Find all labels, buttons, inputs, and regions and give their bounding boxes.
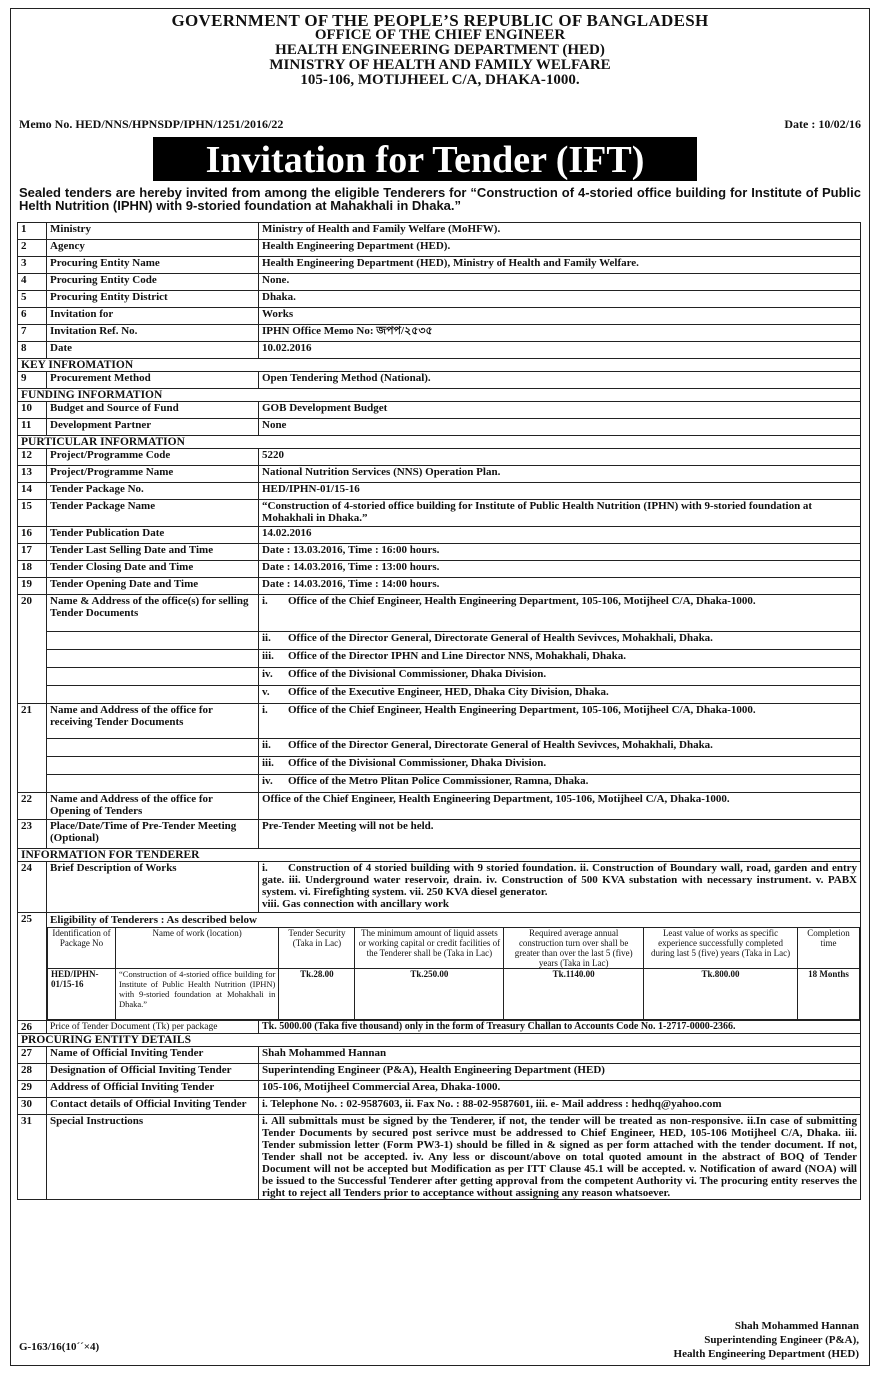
list-item-text: Office of the Divisional Commissioner, Dhaka Division.: [288, 668, 547, 680]
row-value: 5220: [259, 449, 861, 466]
table-row: [18, 632, 861, 650]
row-number: 25: [18, 913, 47, 1021]
section-heading-text: INFORMATION FOR TENDERER: [18, 849, 861, 862]
list-item-text: Office of the Metro Plitan Police Commissioner, Ramna, Dhaka.: [288, 775, 589, 787]
table-row: [18, 595, 861, 632]
row-label: Name of Official Inviting Tender: [47, 1047, 259, 1064]
list-item-text: Office of the Director General, Directorate General of Health Sevivces, Mohakhali, Dhaka.: [288, 739, 713, 751]
list-item-index: i.: [262, 862, 268, 874]
table-row: [18, 1047, 861, 1064]
row-label: Tender Publication Date: [47, 527, 259, 544]
section-heading: [18, 436, 861, 449]
row-number: 12: [18, 449, 47, 466]
list-item-index: v.: [262, 686, 270, 698]
eligibility-header-row: [48, 928, 860, 969]
row-label: Invitation Ref. No.: [47, 325, 259, 342]
row-label: Price of Tender Document (Tk) per package: [47, 1021, 259, 1034]
eligibility-header: Least value of works as specific experience successfully completed during last 5 (five) years (Taka in Lac): [644, 928, 798, 969]
eligibility-header: Identification of Package No: [48, 928, 116, 969]
table-row: [18, 1064, 861, 1081]
eligibility-cell-value: Tk.1140.00: [504, 969, 644, 1020]
table-row: [18, 291, 861, 308]
works-list-last: [262, 898, 857, 910]
row-number: 14: [18, 483, 47, 500]
list-item-index: ii.: [262, 739, 271, 751]
intro-paragraph: Sealed tenders are hereby invited from among the eligible Tenderers for “Construction of 4-storied office building for Institute of Public Helth Nutrition (IPHN) with 9-storied foundation at Mahakhali in Dhaka.”: [19, 185, 861, 213]
table-row: [18, 820, 861, 849]
eligibility-table: [47, 927, 860, 1020]
table-row: [18, 1098, 861, 1115]
row-number: 27: [18, 1047, 47, 1064]
table-row: [18, 419, 861, 436]
table-row: [18, 775, 861, 793]
row-value: None: [259, 419, 861, 436]
section-heading: [18, 389, 861, 402]
row-number: 9: [18, 372, 47, 389]
row-label: Tender Opening Date and Time: [47, 578, 259, 595]
list-item: [259, 668, 861, 686]
row-number: 16: [18, 527, 47, 544]
row-value: Date : 14.03.2016, Time : 14:00 hours.: [259, 578, 861, 595]
row-label: Project/Programme Name: [47, 466, 259, 483]
header-line-2: OFFICE OF THE CHIEF ENGINEER: [314, 27, 566, 43]
row-number: 29: [18, 1081, 47, 1098]
table-row: [18, 402, 861, 419]
row-label: Agency: [47, 240, 259, 257]
row-value: None.: [259, 274, 861, 291]
eligibility-cell-value: HED/IPHN-01/15-16: [48, 969, 116, 1020]
section-heading: [18, 1034, 861, 1047]
row-number: 13: [18, 466, 47, 483]
table-row: [18, 483, 861, 500]
row-number: 10: [18, 402, 47, 419]
memo-date: Date : 10/02/16: [784, 117, 861, 131]
row-label: Place/Date/Time of Pre-Tender Meeting (Optional): [47, 820, 259, 849]
table-row: [18, 466, 861, 483]
row-label-empty: [47, 775, 259, 793]
section-heading-text: KEY INFROMATION: [18, 359, 861, 372]
row-value: Date : 13.03.2016, Time : 16:00 hours.: [259, 544, 861, 561]
table-row: [18, 757, 861, 775]
row-label-empty: [47, 757, 259, 775]
eligibility-cell-value: Tk.800.00: [644, 969, 798, 1020]
row-label: Brief Description of Works: [47, 862, 259, 913]
eligibility-cell: [47, 913, 861, 1021]
header-line-5: 105-106, MOTIJHEEL C/A, DHAKA-1000.: [300, 72, 580, 88]
row-value: [259, 862, 861, 913]
works-list: [262, 862, 857, 898]
row-label-empty: [47, 686, 259, 704]
row-value: 10.02.2016: [259, 342, 861, 359]
row-label: Procuring Entity Name: [47, 257, 259, 274]
row-value: Shah Mohammed Hannan: [259, 1047, 861, 1064]
table-row: [18, 578, 861, 595]
row-label: Tender Closing Date and Time: [47, 561, 259, 578]
header-block: [11, 13, 869, 88]
list-item-index: iv.: [262, 775, 273, 787]
table-row: [18, 223, 861, 240]
eligibility-header: Tender Security (Taka in Lac): [279, 928, 355, 969]
row-value: Tk. 5000.00 (Taka five thousand) only in the form of Treasury Challan to Accounts Code No. 1-2717-0000-2366.: [259, 1021, 861, 1034]
table-row: [18, 257, 861, 274]
eligibility-cell-value: Tk.250.00: [355, 969, 504, 1020]
table-row: [18, 449, 861, 466]
row-label: Date: [47, 342, 259, 359]
list-item-text: Office of the Director IPHN and Line Director NNS, Mohakhali, Dhaka.: [288, 650, 627, 662]
row-number: 30: [18, 1098, 47, 1115]
row-number: 11: [18, 419, 47, 436]
row-number: 24: [18, 862, 47, 913]
list-item-text: Office of the Executive Engineer, HED, Dhaka City Division, Dhaka.: [288, 686, 609, 698]
row-label: Ministry: [47, 223, 259, 240]
memo-line: [19, 117, 861, 132]
row-number: 19: [18, 578, 47, 595]
list-item-text: Construction of 4 storied building with 9 storied foundation. ii. Construction of Boundary wall, road, garden and entry gate. iii. Underground water reservoir, drain. iv. Construction of 500 KVA substation with necessary instrument. v. PABX system. vi. Firefighting system. vii. 250 KVA diesel generator.: [262, 862, 857, 898]
list-item: [259, 757, 861, 775]
row-value: Works: [259, 308, 861, 325]
row-number: 18: [18, 561, 47, 578]
eligibility-cell-value: “Construction of 4-storied office building for Institute of Public Health Nutrition (IPHN) with 9-storied foundation at Mohakhali in Dhaka.”: [116, 969, 279, 1020]
row-value: “Construction of 4-storied office building for Institute of Public Health Nutrition (IPHN) with 9-storied foundation at Mohakhali in Dhaka.”: [259, 500, 861, 527]
row-number: 20: [18, 595, 47, 704]
signatory-department: Health Engineering Department (HED): [673, 1348, 859, 1360]
table-row: [18, 1115, 861, 1200]
list-item-text: Office of the Director General, Directorate General of Health Sevivces, Mohakhali, Dhaka.: [288, 632, 713, 644]
row-value: Dhaka.: [259, 291, 861, 308]
table-row: [18, 372, 861, 389]
row-number: 8: [18, 342, 47, 359]
row-label: Name and Address of the office for receiving Tender Documents: [47, 704, 259, 739]
table-row: [18, 1081, 861, 1098]
row-label: Procuring Entity District: [47, 291, 259, 308]
row-label-empty: [47, 632, 259, 650]
list-item-index: viii.: [262, 898, 280, 910]
row-number: 7: [18, 325, 47, 342]
row-number: 17: [18, 544, 47, 561]
row-value: Health Engineering Department (HED).: [259, 240, 861, 257]
row-number: 1: [18, 223, 47, 240]
section-heading-text: PROCURING ENTITY DETAILS: [18, 1034, 861, 1047]
row-label: Development Partner: [47, 419, 259, 436]
table-row: [18, 561, 861, 578]
special-instructions-text: i. All submittals must be signed by the Tenderer, if not, the tender will be treated as non-responsive. ii.In case of submitting Tender Documents by secured post serivce must be addressed to Chief Engineer, HED, 105-106 Motijheel C/A, Dhaka. iii. Tender submission letter (Form PW3-1) should be filled in & signed as per form attached with the tender document. If not, Tender shall not be accepted. iv. Any less or discount/above on total quoted amount in the abstract of BOQ of Tender Document will not be accepted but Modification as per ITT Clause 45.1 will be accepted. v. Notification of award (NOA) will be issued to the Successful Tenderer after getting approval from the competent Authority vi. The procuring entity reserves the right to reject all Tenders prior to acceptance without assigning any reason whatsoever.: [259, 1115, 861, 1200]
eligibility-header: Completion time: [797, 928, 859, 969]
eligibility-cell-value: 18 Months: [797, 969, 859, 1020]
row-value: Ministry of Health and Family Welfare (MoHFW).: [259, 223, 861, 240]
row-value: Date : 14.03.2016, Time : 13:00 hours.: [259, 561, 861, 578]
list-item-index: i.: [262, 595, 268, 607]
table-row: [18, 544, 861, 561]
row-value: Office of the Chief Engineer, Health Engineering Department, 105-106, Motijheel C/A, Dhaka-1000.: [259, 793, 861, 820]
list-item: [259, 704, 861, 739]
eligibility-header: Required average annual construction turn over shall be greater than over the last 5 (five) years (Taka in Lac): [504, 928, 644, 969]
row-number: 21: [18, 704, 47, 793]
table-row: [18, 704, 861, 739]
list-item: [259, 650, 861, 668]
row-label: Budget and Source of Fund: [47, 402, 259, 419]
section-heading-text: PURTICULAR INFORMATION: [18, 436, 861, 449]
row-number: 2: [18, 240, 47, 257]
row-number: 15: [18, 500, 47, 527]
gazette-reference: G-163/16(10´´×4): [19, 1341, 100, 1353]
row-value: Superintending Engineer (P&A), Health Engineering Department (HED): [259, 1064, 861, 1081]
table-row: [18, 739, 861, 757]
row-label-empty: [47, 650, 259, 668]
list-item-index: ii.: [262, 632, 271, 644]
list-item-text: Office of the Chief Engineer, Health Engineering Department, 105-106, Motijheel C/A, Dhaka-1000.: [288, 595, 756, 607]
list-item-index: i.: [262, 704, 268, 716]
row-label: Name & Address of the office(s) for selling Tender Documents: [47, 595, 259, 632]
eligibility-cell-value: Tk.28.00: [279, 969, 355, 1020]
row-label: Project/Programme Code: [47, 449, 259, 466]
row-label: Contact details of Official Inviting Tender: [47, 1098, 259, 1115]
eligibility-header: Name of work (location): [116, 928, 279, 969]
table-row: [18, 274, 861, 291]
memo-number: Memo No. HED/NNS/HPNSDP/IPHN/1251/2016/22: [19, 117, 284, 131]
table-row: [18, 342, 861, 359]
signature-block: [674, 1319, 859, 1361]
section-heading: [18, 359, 861, 372]
row-number: 4: [18, 274, 47, 291]
table-row: [18, 793, 861, 820]
list-item-text: Office of the Chief Engineer, Health Engineering Department, 105-106, Motijheel C/A, Dhaka-1000.: [288, 704, 756, 716]
header-line-4: MINISTRY OF HEALTH AND FAMILY WELFARE: [269, 57, 611, 73]
row-value: HED/IPHN-01/15-16: [259, 483, 861, 500]
table-row: [18, 325, 861, 342]
row-value: i. Telephone No. : 02-9587603, ii. Fax No. : 88-02-9587601, iii. e- Mail address : hedhq@yahoo.com: [259, 1098, 861, 1115]
signatory-name: Shah Mohammed Hannan: [734, 1320, 859, 1332]
tender-details-table: [17, 222, 861, 1200]
list-item: [259, 632, 861, 650]
table-row: [18, 527, 861, 544]
row-label-empty: [47, 739, 259, 757]
list-item: [259, 775, 861, 793]
row-value: 14.02.2016: [259, 527, 861, 544]
row-value: National Nutrition Services (NNS) Operation Plan.: [259, 466, 861, 483]
list-item-text: Gas connection with ancillary work: [279, 898, 450, 910]
table-row: [18, 913, 861, 1021]
table-row: [18, 240, 861, 257]
list-item: [259, 739, 861, 757]
row-number: 5: [18, 291, 47, 308]
table-row: [18, 686, 861, 704]
row-label: Eligibility of Tenderers : As described below: [50, 914, 257, 926]
row-value: Health Engineering Department (HED), Ministry of Health and Family Welfare.: [259, 257, 861, 274]
list-item-index: iii.: [262, 650, 274, 662]
row-number: 23: [18, 820, 47, 849]
row-label: Designation of Official Inviting Tender: [47, 1064, 259, 1081]
list-item-index: iii.: [262, 757, 274, 769]
table-row: [18, 308, 861, 325]
row-label: Procuring Entity Code: [47, 274, 259, 291]
row-value: Open Tendering Method (National).: [259, 372, 861, 389]
section-heading: [18, 849, 861, 862]
row-value: GOB Development Budget: [259, 402, 861, 419]
row-label: Tender Last Selling Date and Time: [47, 544, 259, 561]
row-label: Tender Package No.: [47, 483, 259, 500]
row-number: 31: [18, 1115, 47, 1200]
list-item-index: iv.: [262, 668, 273, 680]
row-label: Special Instructions: [47, 1115, 259, 1200]
list-item: [259, 686, 861, 704]
row-number: 28: [18, 1064, 47, 1081]
row-label: Address of Official Inviting Tender: [47, 1081, 259, 1098]
row-label: Invitation for: [47, 308, 259, 325]
header-line-3: HEALTH ENGINEERING DEPARTMENT (HED): [275, 42, 605, 58]
row-number: 26: [18, 1021, 47, 1034]
row-value: 105-106, Motijheel Commercial Area, Dhaka-1000.: [259, 1081, 861, 1098]
row-label: Name and Address of the office for Opening of Tenders: [47, 793, 259, 820]
row-label: Tender Package Name: [47, 500, 259, 527]
table-row: [18, 500, 861, 527]
list-item-text: Office of the Divisional Commissioner, Dhaka Division.: [288, 757, 547, 769]
eligibility-data-row: [48, 969, 860, 1020]
signatory-title: Superintending Engineer (P&A),: [704, 1334, 859, 1346]
table-row: [18, 1021, 861, 1034]
row-value: Pre-Tender Meeting will not be held.: [259, 820, 861, 849]
eligibility-header: The minimum amount of liquid assets or working capital or credit facilities of the Tenderer shall be (Taka in Lac): [355, 928, 504, 969]
row-number: 22: [18, 793, 47, 820]
list-item: [259, 595, 861, 632]
row-label: Procurement Method: [47, 372, 259, 389]
tender-notice-page: [10, 8, 870, 1366]
section-heading-text: FUNDING INFORMATION: [18, 389, 861, 402]
table-row: [18, 650, 861, 668]
row-number: 6: [18, 308, 47, 325]
notice-title: Invitation for Tender (IFT): [153, 137, 697, 181]
table-row: [18, 668, 861, 686]
row-value: IPHN Office Memo No: জপপ/২৫৩৫: [259, 325, 861, 342]
row-label-empty: [47, 668, 259, 686]
header-line-1: GOVERNMENT OF THE PEOPLE’S REPUBLIC OF BANGLADESH: [171, 11, 709, 30]
row-number: 3: [18, 257, 47, 274]
table-row: [18, 862, 861, 913]
